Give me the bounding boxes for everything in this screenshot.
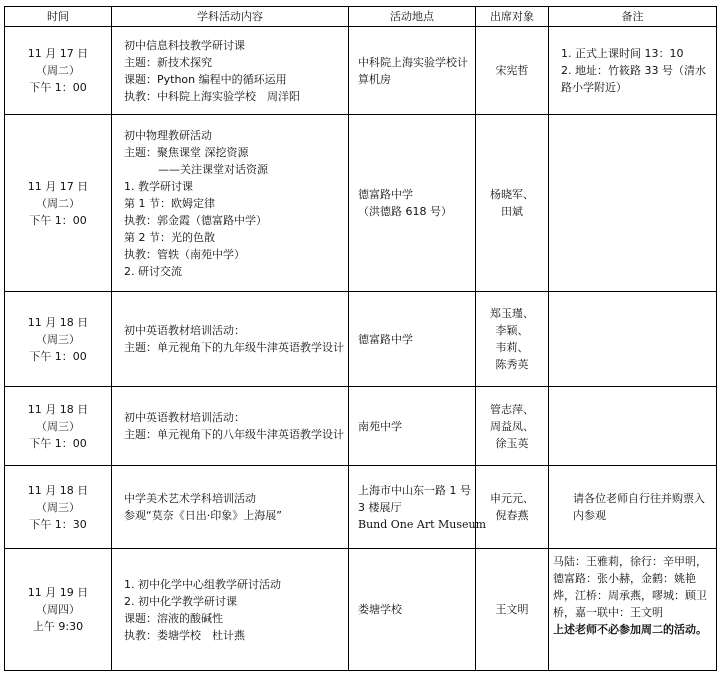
place-text: 上海市中山东一路 1 号 3 楼展厅 bbox=[358, 483, 471, 514]
date-text: 11 月 18 日 bbox=[27, 483, 89, 497]
weekday-text: （周四） bbox=[36, 603, 80, 616]
attendee-text: 申元元、 bbox=[490, 492, 534, 505]
date-text: 11 月 19 日 bbox=[27, 586, 89, 599]
note-cell bbox=[549, 549, 717, 671]
note-cell bbox=[549, 27, 717, 115]
content-cell bbox=[112, 549, 349, 671]
content-line: 第 2 节：光的色散 bbox=[124, 230, 215, 244]
time-cell bbox=[5, 292, 112, 387]
content-line: 1. 教学研讨课 bbox=[124, 179, 193, 193]
attendee-text: 田斌 bbox=[501, 205, 523, 218]
content-line: 中学美术艺术学科培训活动 bbox=[124, 492, 256, 505]
place-cell bbox=[349, 115, 476, 292]
attendee-cell bbox=[476, 115, 549, 292]
schedule-table bbox=[4, 6, 717, 671]
time-cell bbox=[5, 466, 112, 549]
weekday-text: （周三） bbox=[36, 419, 80, 433]
attendee-text: 陈秀英 bbox=[495, 358, 529, 371]
content-line: 课题：Python 编程中的循环运用 bbox=[124, 72, 287, 86]
clock-text: 上午 9:30 bbox=[32, 620, 84, 633]
note-text: 请各位老师自行往并购票入内参观 bbox=[573, 492, 705, 522]
attendee-cell bbox=[476, 466, 549, 549]
note-text: 2. 地址：竹筱路 33 号（清水路小学附近） bbox=[561, 64, 706, 94]
content-line: 执教：中科院上海实验学校 周洋阳 bbox=[124, 89, 300, 103]
content-cell bbox=[112, 466, 349, 549]
content-line: 第 1 节：欧姆定律 bbox=[124, 196, 215, 210]
content-line: 初中物理教研活动 bbox=[124, 128, 212, 142]
attendee-text: 周益凤、 bbox=[490, 419, 534, 433]
place-text: （洪德路 618 号） bbox=[358, 205, 452, 218]
place-cell bbox=[349, 27, 476, 115]
date-text: 11 月 18 日 bbox=[27, 402, 89, 416]
content-line: 2. 研讨交流 bbox=[124, 264, 182, 278]
clock-text: 下午 1：30 bbox=[29, 517, 87, 531]
attendee-text: 倪春燕 bbox=[495, 509, 529, 522]
header-place: 活动地点 bbox=[349, 7, 476, 27]
table-row bbox=[5, 549, 717, 671]
date-text: 11 月 17 日 bbox=[27, 47, 89, 60]
place-text: 德富路中学 bbox=[358, 188, 413, 201]
attendee-text: 徐玉英 bbox=[495, 436, 529, 450]
header-content: 学科活动内容 bbox=[112, 7, 349, 27]
clock-text: 下午 1：00 bbox=[29, 349, 87, 363]
content-line: 主题：新技术探究 bbox=[124, 55, 212, 69]
content-cell bbox=[112, 387, 349, 466]
attendee-text: 李颖、 bbox=[495, 324, 529, 337]
note-cell bbox=[549, 387, 717, 466]
place-text: 娄塘学校 bbox=[358, 603, 402, 616]
place-text: 南苑中学 bbox=[358, 419, 402, 433]
attendee-text: 韦莉、 bbox=[495, 341, 529, 354]
note-text: 1. 正式上课时间 13：10 bbox=[561, 47, 684, 60]
attendee-cell bbox=[476, 387, 549, 466]
content-line: 主题：单元视角下的九年级牛津英语教学设计 bbox=[124, 341, 344, 354]
content-line: 2. 初中化学教学研讨课 bbox=[124, 594, 237, 608]
weekday-text: （周三） bbox=[36, 500, 80, 514]
place-cell bbox=[349, 292, 476, 387]
time-cell bbox=[5, 27, 112, 115]
note-text: 马陆：王雅莉，徐行：辛甲明，德富路：张小赫，金鹤：姚艳烨，江桥：周承燕，嘐城：顾卫桥，嘉一联中：王文明 bbox=[553, 555, 707, 619]
place-text-en: Bund One Art Museum bbox=[358, 517, 487, 531]
note-emphasis: 上述老师不必参加周二的活动。 bbox=[553, 623, 707, 636]
attendee-text: 宋宪哲 bbox=[495, 64, 529, 77]
date-text: 11 月 18 日 bbox=[27, 315, 89, 329]
content-cell bbox=[112, 292, 349, 387]
note-cell bbox=[549, 115, 717, 292]
content-line: 参观“莫奈《日出·印象》上海展” bbox=[124, 509, 282, 522]
content-line: ——关注课堂对话资源 bbox=[158, 162, 268, 176]
content-line: 初中英语教材培训活动： bbox=[124, 324, 245, 337]
table-row bbox=[5, 466, 717, 549]
place-cell bbox=[349, 549, 476, 671]
content-line: 执教：郭金霞（德富路中学） bbox=[124, 213, 267, 227]
content-line: 1. 初中化学中心组教学研讨活动 bbox=[124, 577, 281, 591]
place-text: 中科院上海实验学校计算机房 bbox=[358, 55, 468, 86]
content-line: 执教：管轶（南苑中学） bbox=[124, 247, 245, 261]
header-attendee: 出席对象 bbox=[476, 7, 549, 27]
content-cell bbox=[112, 27, 349, 115]
weekday-text: （周二） bbox=[36, 196, 80, 210]
time-cell bbox=[5, 387, 112, 466]
time-cell bbox=[5, 115, 112, 292]
table-row bbox=[5, 387, 717, 466]
place-cell bbox=[349, 387, 476, 466]
weekday-text: （周二） bbox=[36, 64, 80, 77]
time-cell bbox=[5, 549, 112, 671]
content-line: 初中信息科技教学研讨课 bbox=[124, 38, 245, 52]
place-cell bbox=[349, 466, 487, 549]
attendee-text: 杨晓军、 bbox=[490, 188, 534, 201]
date-text: 11 月 17 日 bbox=[27, 179, 89, 193]
attendee-text: 管志萍、 bbox=[490, 402, 534, 416]
content-line: 初中英语教材培训活动： bbox=[124, 411, 245, 424]
place-text: 德富路中学 bbox=[358, 332, 413, 346]
header-row bbox=[5, 7, 717, 27]
header-time: 时间 bbox=[5, 7, 112, 27]
note-cell bbox=[549, 466, 717, 549]
content-line: 主题：单元视角下的八年级牛津英语教学设计 bbox=[124, 428, 344, 441]
header-note: 备注 bbox=[549, 7, 717, 27]
content-line: 主题：聚焦课堂 深挖资源 bbox=[124, 145, 249, 159]
attendee-text: 郑玉瑾、 bbox=[490, 307, 534, 320]
clock-text: 下午 1：00 bbox=[29, 81, 87, 94]
attendee-text: 王文明 bbox=[495, 603, 529, 616]
content-cell bbox=[112, 115, 349, 292]
clock-text: 下午 1：00 bbox=[29, 213, 87, 227]
attendee-cell bbox=[476, 27, 549, 115]
table-row bbox=[5, 292, 717, 387]
attendee-cell bbox=[476, 292, 549, 387]
clock-text: 下午 1：00 bbox=[29, 436, 87, 450]
weekday-text: （周三） bbox=[36, 332, 80, 346]
table-row bbox=[5, 115, 717, 292]
note-cell bbox=[549, 292, 717, 387]
content-line: 执教：娄塘学校 杜计燕 bbox=[124, 628, 245, 642]
table-row bbox=[5, 27, 717, 115]
content-line: 课题：溶液的酸碱性 bbox=[124, 611, 223, 625]
attendee-cell bbox=[476, 549, 549, 671]
